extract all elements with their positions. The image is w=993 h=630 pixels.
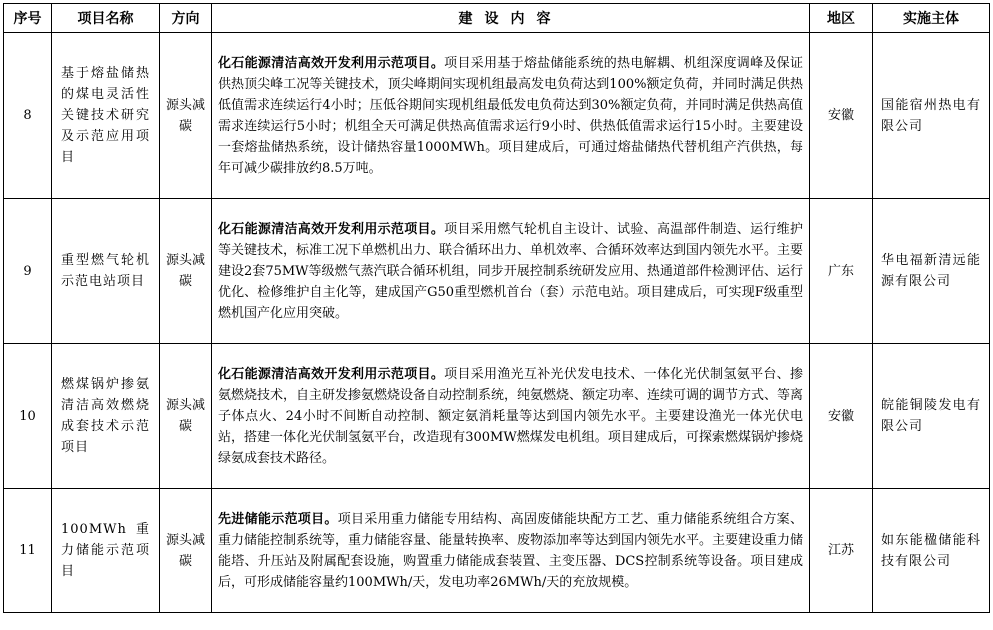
project-region: 广东 xyxy=(810,199,873,344)
project-direction: 源头减碳 xyxy=(160,199,212,344)
row-number: 9 xyxy=(4,199,52,344)
content-body: 项目采用基于熔盐储能系统的热电解耦、机组深度调峰及保证供热顶尖峰工况等关键技术，顶尖峰期间实现机组最高发电负荷达到100%额定负荷，并同时满足供热低值需求连续运行4小时；压低谷期间实现机组最低发电负荷达到30%额定负荷，并同时满足供热高值需求连续运行5小时；机组全天可满足供热高值需求运行9小时、供热低值需求运行15小时。主要建设一套熔盐储热系统，设计储热容量1000MWh。项目建成后，可通过熔盐储热代替机组产汽供热，每年可减少碳排放约8.5万吨。 xyxy=(218,55,803,176)
content-type: 化石能源清洁高效开发利用示范项目。 xyxy=(218,55,445,71)
table-row xyxy=(4,33,990,199)
row-number: 8 xyxy=(4,33,52,199)
table-header-row xyxy=(4,4,990,33)
project-content xyxy=(212,33,810,199)
row-number: 11 xyxy=(4,489,52,613)
project-content xyxy=(212,489,810,613)
header-content: 建设内容 xyxy=(212,4,810,33)
project-name: 基于熔盐储热的煤电灵活性关键技术研究及示范应用项目 xyxy=(52,33,160,199)
project-entity: 华电福新清远能源有限公司 xyxy=(873,199,990,344)
content-type: 化石能源清洁高效开发利用示范项目。 xyxy=(218,366,445,382)
header-region: 地区 xyxy=(810,4,873,33)
header-name: 项目名称 xyxy=(52,4,160,33)
table-row xyxy=(4,344,990,489)
project-name: 100MWh重力储能示范项目 xyxy=(52,489,160,613)
content-body: 项目采用燃气轮机自主设计、试验、高温部件制造、运行维护等关键技术，标准工况下单燃机出力、联合循环出力、单机效率、合循环效率达到国内领先水平。主要建设2套75MW等级燃气蒸汽联合循环机组，同步开展控制系统研发应用、热通道部件检测评估、运行优化、检修维护自主化等，建成国产G50重型燃机首台（套）示范电站。项目建成后，可实现F级重型燃机国产化应用突破。 xyxy=(218,221,804,321)
project-direction: 源头减碳 xyxy=(160,344,212,489)
table-row xyxy=(4,489,990,613)
content-type: 化石能源清洁高效开发利用示范项目。 xyxy=(218,221,445,237)
header-no: 序号 xyxy=(4,4,52,33)
content-type: 先进储能示范项目。 xyxy=(218,511,338,527)
project-entity: 如东能楹储能科技有限公司 xyxy=(873,489,990,613)
project-content xyxy=(212,199,810,344)
header-entity: 实施主体 xyxy=(873,4,990,33)
content-body: 项目采用重力储能专用结构、高固废储能块配方工艺、重力储能系统组合方案、重力储能控制系统等，重力储能容量、能量转换率、废物添加率等达到国内领先水平。主要建设重力储能塔、升压站及附属配套设施，购置重力储能成套装置、主变压器、DCS控制系统等设备。项目建成后，可形成储能容量约100MWh/天，发电功率26MWh/天的充放规模。 xyxy=(218,511,804,590)
project-name: 燃煤锅炉掺氨清洁高效燃烧成套技术示范项目 xyxy=(52,344,160,489)
project-content xyxy=(212,344,810,489)
project-name: 重型燃气轮机示范电站项目 xyxy=(52,199,160,344)
project-direction: 源头减碳 xyxy=(160,33,212,199)
project-entity: 国能宿州热电有限公司 xyxy=(873,33,990,199)
project-table xyxy=(3,3,990,613)
table-row xyxy=(4,199,990,344)
project-direction: 源头减碳 xyxy=(160,489,212,613)
content-body: 项目采用渔光互补光伏发电技术、一体化光伏制氢氨平台、掺氨燃烧技术，自主研发掺氨燃烧设备自动控制系统，纯氨燃烧、额定功率、连续可调的调节方式、等离子体点火、24小时不间断自动控制、额定氨消耗量等达到国内领先水平。主要建设渔光一体光伏电站，搭建一体化光伏制氢氨平台，改造现有300MW燃煤发电机组。项目建成后，可探索燃煤锅炉掺烧绿氨成套技术路径。 xyxy=(218,366,804,466)
project-region: 安徽 xyxy=(810,33,873,199)
project-region: 安徽 xyxy=(810,344,873,489)
header-direction: 方向 xyxy=(160,4,212,33)
project-entity: 皖能铜陵发电有限公司 xyxy=(873,344,990,489)
project-region: 江苏 xyxy=(810,489,873,613)
row-number: 10 xyxy=(4,344,52,489)
